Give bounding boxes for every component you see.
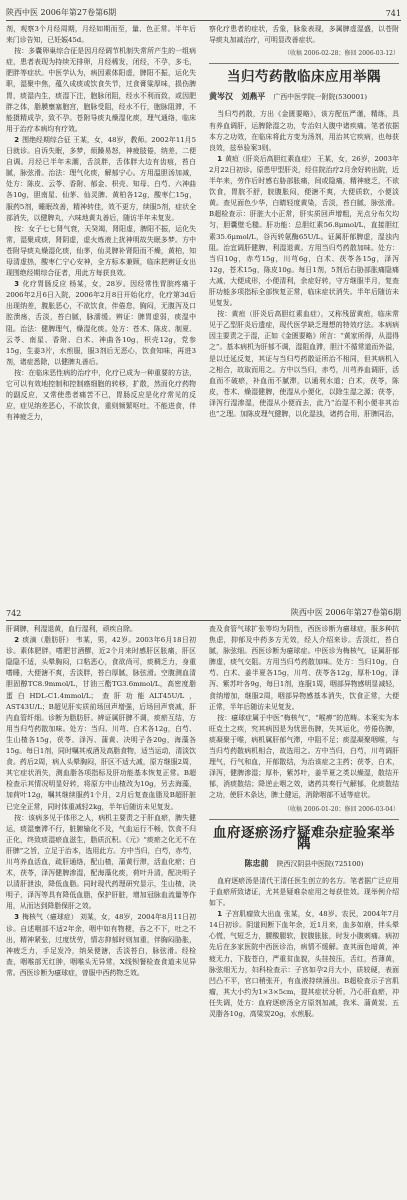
page-number: 742: [6, 609, 22, 618]
case-paragraph: 2 围绝经期综合征 王某，女，48岁，教师。2002年11月5日就诊。自诉失眠，多梦，烦躁易怒，神疲肢倦，纳差，二便自调。月经已半年未潮，舌淡胖，舌体胖大边有齿痕，苔白腻，脉弦滑。治法：理气化痰，解郁宁心。方用温胆汤加减，处方：陈皮、云苓、香附、郁金、枳壳、知母、白芍、六神曲各10g，胆南星、仙茅、仙灵脾、黄柏各12g，酸枣仁15g，服药5剂，睡眠改善，精神转佳，效不更方，续服5剂，症状全部消失，以健脾丸，六味地黄丸善后，随访半年未复发。: [6, 135, 196, 222]
paragraph: 当归芍药散，方出《金匮要略》，该方配伍严谨，精练，具有养血调肝，运脾除湿之功，专治妇人腹中诸疾痛。笔者依据本方之功效，在临床将此方变为汤剂，用治其它疾病，也每获良效，兹举验案3则。: [209, 110, 399, 152]
case-paragraph: 2 痰滴（脂肪肝） 韦某，男，42岁。2003年6月18日初诊。素体肥胖，嗜肥甘酒醪，近2个月来时感肝区胀痛，肝区隐隐不适，头晕胸闷，口粘恶心，食欲尚可，痰稠乏力，身重嗜睡，大便溏不爽，舌淡胖，苔白厚腻，脉弦滑。空腹测血清胆固醇TC8.9mmol/L，甘油三酯TG3.6mmol/L，高密度脂蛋白HDL-C1.4mmol/L；查肝功能ALT45U/L，AST43U/L；B超见肝实质前场回声增强，后场回声衰减，肝内血管纤细。诊断为脂肪肝。辨证属肝脾不调，痰瘀互结，方用当归芍药散加味。处方：当归、川芎、白术各12g，白芍、生山楂各15g，茯苓、泽泻、蒲黄、决明子各20g，海藻各15g。每日1剂，同时嘱其戒酒及高脂食物，适当运动，清淡饮食。药后2周，病人头晕胸闷，肝区不适大减，原方继服2周，其它症状消失，测血脂各项指标及肝功能基本恢复正常。B超检查示其情况明显好转，将原方中山楂改为10g，另去海藻，加荷叶12g，嘱其继续服药1个月，2月后复查血脂及B超肝脏已完全正常，同时体重减轻2kg，半年后随访未见复发。: [6, 636, 196, 811]
page-742: [0, 600, 407, 1200]
author-line: [209, 91, 399, 103]
paragraph: 按：癔球症属于中医“梅核气”，“喉痹”的范畴。本案实为本旺克土之疾，究其病因是为忧思伤脾，失其运化，劳倦伤脾，痰凝聚于喉，病机属肝郁气滞，中阻不足；痰湿凝聚咽喉，与当归芍药散病机相合，故选用之。方中当归，白芍，川芎调肝理气，行气和血，开郁散结，为治该症之主药；茯苓，白术，泽泻，健脾渗湿；厚朴，紫苏叶，姜半夏之类以燥湿，散结开郁，消痰散结；降逆止咽之效，诸药共奏行气解郁，化痰散结之功，使肝木条达，脾土健运，消除咽部不适等症状。: [209, 713, 399, 800]
case-paragraph: 1 子宫肌瘤致大出血 张某，女，48岁。农民，2004年7月14日初诊。阴道间断下血年余，近1月来，血多如崩，伴头晕心慌，气短乏力，腰酸腿软，脘腹胀胀，时发小腹刺痛。病初先后在多家医院中西医诊治，病情不缓解。查其面色暗黄，神疲无力，下肢苍白，严重贫血貌，头挂按压，舌红，苔薄黄，脉弦细无力，妇科检查示：子宫如孕2月大小，质较硬，表面凹凸不平，官口稍张开，有血液持续涌出。B超检查示子宫肌瘤，其大小约为1×3×5cm，提其症状分析，乃心肝血瘀，冲任失调，处方：血府逐瘀汤全方原剂加减，我米、蒲黄炭、五灵脂各10g，高梁炭20g，水煎服。: [209, 910, 399, 1018]
article-title: 血府逐瘀汤疗疑难杂症验案举隅: [213, 824, 395, 852]
case-number: 2: [14, 135, 20, 144]
divider: [209, 819, 399, 820]
case-number: 2: [14, 636, 20, 645]
article-title: 当归芍药散临床应用举隅: [227, 69, 381, 86]
case-paragraph: 3 化疗胃肠反应 杨某，女，28岁。因经常性胃脘疼痛于2006年2月6日入院，2006年2月8日开始化疗，化疗第3d后出现纳差，腹胀恶心，不欲饮食，伴倦怠，胸闷，无腹泻及口腔溃疡，舌淡，苔白腻，脉濡缓。辨证：脾胃虚弱，痰湿中阻。治法：健脾理气，燥湿化痰。处方：苍术、陈皮、制夏、云苓、南星、香附、白术、神曲各10g，枳壳12g，党参15g，生姜3片，水煎服，服3剂后无恶心，饮食知味，再进3剂，诸症悉除，以健脾丸善后。: [6, 280, 196, 366]
paragraph: 按：女子七七肾气衰，天癸竭，肾阳虚，脾阳不振，运化失常，湿聚成痰，肾阴虚，虚火炼液上扰神明故失眠多梦。方中苍附导痰丸燥湿化痰，仙茅，仙灵脾补肾阳而不燥，黄柏，知母清虚热，酸枣仁宁心安神，全方标本兼顾，临床把辨证女出现围绝经期综合征者，用此方每获良效。: [6, 224, 196, 278]
received-date: （收稿 2006-02-28；修回 2006-03-12）: [283, 50, 399, 58]
paragraph: 按：该病多见于体形之人，病机主要责之于肝血瘀，脾失健运，痰湿壅滞不行，脏腑输化不及，气血运行不畅，饮食不归正化，终致痰湿瘀血滋生，脂质沉积。《元》“痰瘀之化无不在肝脾”之旨，立足于治本，选用此方。方中当归，白芍，赤芍，川芎养血活血，疏肝通络，配山楂，蒲黄行滞，活血化瘀；白术，茯苓，泽泻健脾渗湿，配海藻化痰，荷叶升清，配决明子以清肝泄浊，降低血脂。同时现代药理研究显示，生山楂，决明子，泽泻等具有降低血脂，保护肝脏，增加冠脉血流量等作用，从而达到降脂保肝之效。: [6, 813, 196, 911]
running-header: [6, 4, 401, 21]
received-date: （收稿 2006-01-20；修回 2006-03-04）: [283, 805, 399, 813]
left-column: [6, 624, 196, 1196]
case-number: 3: [14, 913, 20, 922]
coauthor-name: 刘燕平: [241, 92, 266, 102]
case-number: 1: [217, 154, 223, 163]
paragraph: 察化疗患者的症状，舌象，脉象表现，多属脾虚湿盛，以苍附导痰丸加减治疗，可明显改善症状。: [209, 25, 399, 45]
paragraph: 按：在临床恶性病的治疗中，化疗已成为一种重要的方法，它可以有效地控制和控制癌细胞的转移，扩散，然而化疗药物的副反应，又常使患者痛苦不已，胃肠反应是化疗常见的反应，症见纳差恶心，不欲饮食，重则频繁呕吐，不能进食，伴有神疲乏力，: [6, 368, 196, 422]
divider: [209, 63, 399, 64]
paragraph: 血府逐瘀汤是清代王清任医生创立的名方。笔者据广泛应用于血瘀所致诸证，尤其是疑难杂症用之每获佳效。现举例介绍如下。: [209, 876, 399, 908]
paragraph: 肝调脾，利湿退黄，血行湿利，顽疾自除。: [6, 625, 137, 633]
right-column: [209, 624, 399, 1196]
running-header: [6, 604, 401, 621]
left-column: [6, 24, 196, 594]
case-paragraph: 3 梅核气（癔球症） 刘某，女，48岁，2004年8月11日初诊。自述咽部不适2年余，咽中如有物梗，吞之不下，吐之不出，精神紧张，过度忧劳，情志抑郁时则加重，伴胸闷胁胀，神疲乏力，手足发冷，纳呆便溏，舌淡苔白，脉弦滑。经检查，咽喉部无红肿，咽喉头无异常，X线钡餐检查食道未见异常。西医诊断为癔球症，曾服中西药物乏效。: [6, 913, 196, 977]
paragraph: 按：黄疸（肝炎后高胆红素血症），又称残留黄疸，临床常见于乙型肝炎后遗症，现代医学缺乏理想的特效疗法。本病病因主要责之于湿，正如《金匮要略》所言：“黄家所得，从湿得之”。基本病机为肝郁不调，湿阻血滞，胆汁不循常道而外溢，是以迁延反复，其证与当归芍药散证所治不相同，但其病机入之相合，故取而用之。方中以当归，赤芍，川芎养血调肝，活血而不破瘀，补血而不腻滞，以通利水道；白术，茯苓，陈皮，苍术、燥湿健脾，使湿从小便化，以除生湿之源；茯苓，泽泻行湿渗湿，使湿从小便而去，此乃“治湿不利小便非其治也”之理。加陈皮理气健脾，以化湿浊，诸药合用，肝脾同治，: [209, 310, 399, 418]
case-number: 1: [217, 910, 223, 919]
page-number: 741: [385, 9, 401, 18]
paragraph: 查及食管气球扩张等均为阴性，西医诊断为癔球症，服多种抗焦虑，抑郁及中药多方无效，经人介绍来诊。舌淡红，苔白腻，脉弦细。西医诊断为癔球症。中医诊为梅核气，证属肝郁脾虚，痰气交阻。方用当归芍药散加味。处方：当归10g，白芍、白术、姜半夏各15g，川芎、茯苓各12g，厚朴10g，泽泻、紫苏叶各9g，每日1剂，连服1周，咽部异物感明显减轻，食纳增加，继服2周，咽部异物感基本消失，饮食正常，大便正常，半年后随访未见复发。: [209, 625, 399, 711]
paragraph: 剂，观察3个月经周期，月经如期而至，量、色正常。半年后来门诊告知，已妊娠45d。: [6, 25, 196, 45]
journal-info: 陕西中医 2006年第27卷第6期: [290, 608, 401, 617]
case-number: 3: [14, 280, 20, 289]
author-line: [209, 858, 399, 870]
author-name: 黄岑汉: [209, 92, 233, 102]
journal-info: 陕西中医 2006年第27卷第6期: [6, 8, 117, 17]
author-name: 陈忠前: [244, 858, 269, 868]
paragraph: 按：多囊卵巢综合征是因月经调节机制失常所产生的一组病症，患者表现为持续无排卵，月经稀发，闭经，不孕，多毛，肥胖等症状。中医学认为，病因素体阳虚，脾阳不振，运化失职，湿聚中焦，蕴久成痰或饮食失节，过食膏粱厚味，损伤脾胃，痰湿内生，痰湿下注，胞脉闭阻，经水不利而致，或因肥胖之体，脂膜壅塞胞宫，胞脉受阻，经水不行，胞脉阻滞，不能摄精成孕，致不孕。苍附导痰丸燥湿化痰，理气通络，临床用于治疗本病均有疗效。: [6, 47, 196, 133]
case-paragraph: 1 黄疸（肝炎后高胆红素血症） 王某，女，26岁，2003年2月22日初诊。原患甲型肝炎，经住院治疗2月余好转出院，近半年来，劳作后时感右胁部胀痛，间或隐痛，精神疲乏，不欲饮食，胃脘不舒，脘腹胀闷，便溏不爽，大便质软，小便淡黄。查见面色少华，白睛轻度黄染，舌淡，苔白腻，脉弦滑。B超检查示：肝脏大小正常，肝实质回声增粗，光点分布欠均匀，胆囊壁毛糙。肝功能：总胆红素56.8μmol/L，直接胆红素35.6μmol/L，谷丙转氨酶65U/L。证属肝郁脾虚，湿浊内阻。治宜调肝健脾，利湿退黄。方用当归芍药散加味。处方：当归10g，赤芍15g，川芎6g，白术、茯苓各15g，泽泻12g，苍术15g，陈皮10g。每日1剂，5剂后右胁部胀痛隐痛大减，大便成形，小便清利，余症好转，守方继服半月，复查肝功能多项指标全部恢复正常，临床症状消失。半年后随访未见复发。: [209, 154, 399, 308]
affiliation: 陕西汉阴县中医院(725100): [276, 859, 364, 868]
affiliation: 广西中医学院一附院(530001): [273, 93, 368, 102]
right-column: [209, 24, 399, 594]
